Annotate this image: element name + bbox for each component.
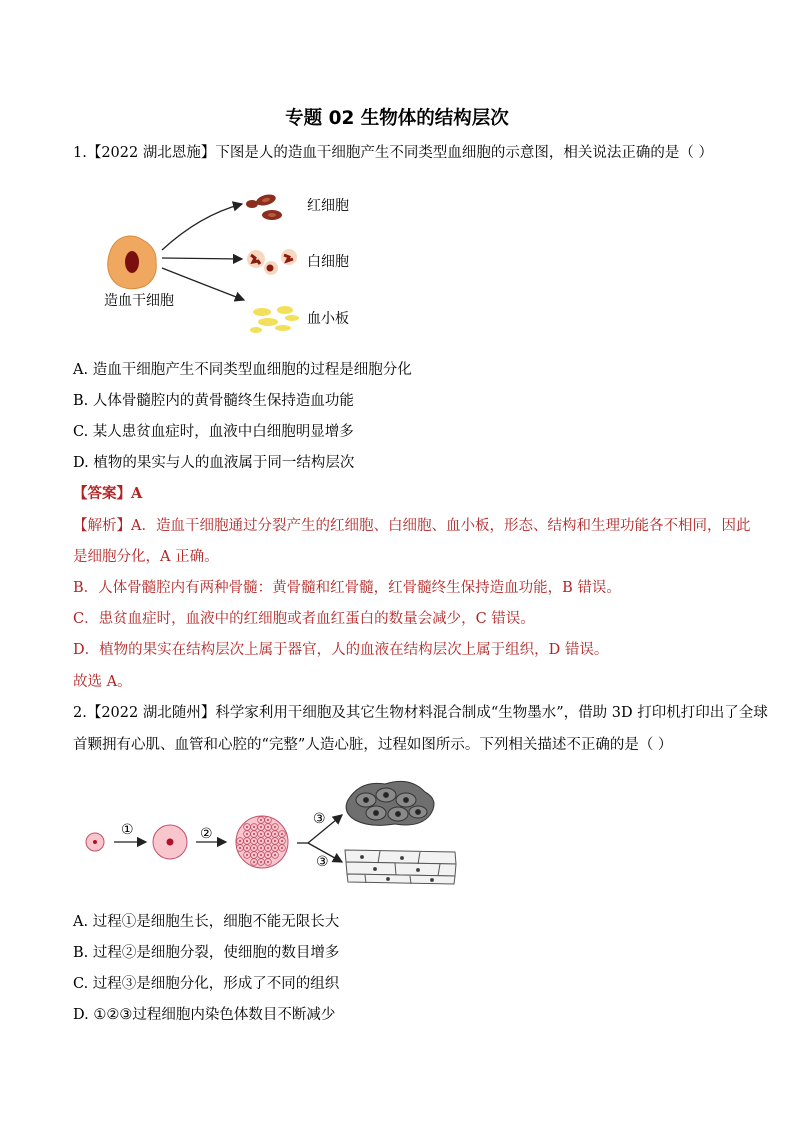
small-cell-icon [86,833,104,851]
step3-label: ③ [316,854,329,870]
q2-option-c: C. 过程③是细胞分化，形成了不同的组织 [73,976,340,992]
question-1-stem: 1.【2022 湖北恩施】下图是人的造血干细胞产生不同类型血细胞的示意图，相关说法正确的是（ ） [73,145,713,161]
large-cell-icon [153,825,187,859]
q1-conclusion: 故选 A。 [73,674,132,690]
q1-analysis-line: 是细胞分化，A 正确。 [73,549,219,565]
q2-option-a: A. 过程①是细胞生长，细胞不能无限长大 [73,914,340,930]
wbc-label: 白细胞 [307,254,349,270]
platelet-label: 血小板 [307,311,349,327]
step2-label: ② [200,826,213,842]
q1-answer: 【答案】A [73,485,143,502]
question-2-stem: 2.【2022 湖北随州】科学家利用干细胞及其它生物材料混合制成“生物墨水”，借助 3D 打印机打印出了全球 [73,705,768,721]
epithelial-tissue-icon [346,781,434,825]
q1-analysis-line: D．植物的果实在结构层次上属于器官，人的血液在结构层次上属于组织，D 错误。 [73,642,609,658]
stem-cell-label: 造血干细胞 [104,293,174,309]
q2-option-b: B. 过程②是细胞分裂，使细胞的数目增多 [73,945,340,961]
q1-option-b: B. 人体骨髓腔内的黄骨髓终生保持造血功能 [73,393,354,409]
q1-analysis-line: 【解析】A．造血干细胞通过分裂产生的红细胞、白细胞、血小板，形态、结构和生理功能各不相同，因此 [73,518,751,534]
q1-analysis-line: B．人体骨髓腔内有两种骨髓：黄骨髓和红骨髓，红骨髓终生保持造血功能，B 错误。 [73,580,621,596]
q2-option-d: D. ①②③过程细胞内染色体数目不断减少 [73,1007,336,1023]
page-title: 专题 02 生物体的结构层次 [285,108,509,129]
rbc-label: 红细胞 [307,198,349,214]
q1-option-a: A. 造血干细胞产生不同类型血细胞的过程是细胞分化 [73,362,412,378]
cell-cluster-icon [236,816,288,868]
step3-label: ③ [313,811,326,827]
step1-label: ① [121,822,134,838]
muscle-tissue-icon [345,850,456,884]
q1-option-c: C. 某人患贫血症时，血液中白细胞明显增多 [73,424,354,440]
q1-analysis-line: C．患贫血症时，血液中的红细胞或者血红蛋白的数量会减少，C 错误。 [73,611,535,627]
q1-option-d: D. 植物的果实与人的血液属于同一结构层次 [73,455,355,471]
question-2-stem: 首颗拥有心肌、血管和心腔的“完整”人造心脏，过程如图所示。下列相关描述不正确的是（ ） [73,737,673,753]
